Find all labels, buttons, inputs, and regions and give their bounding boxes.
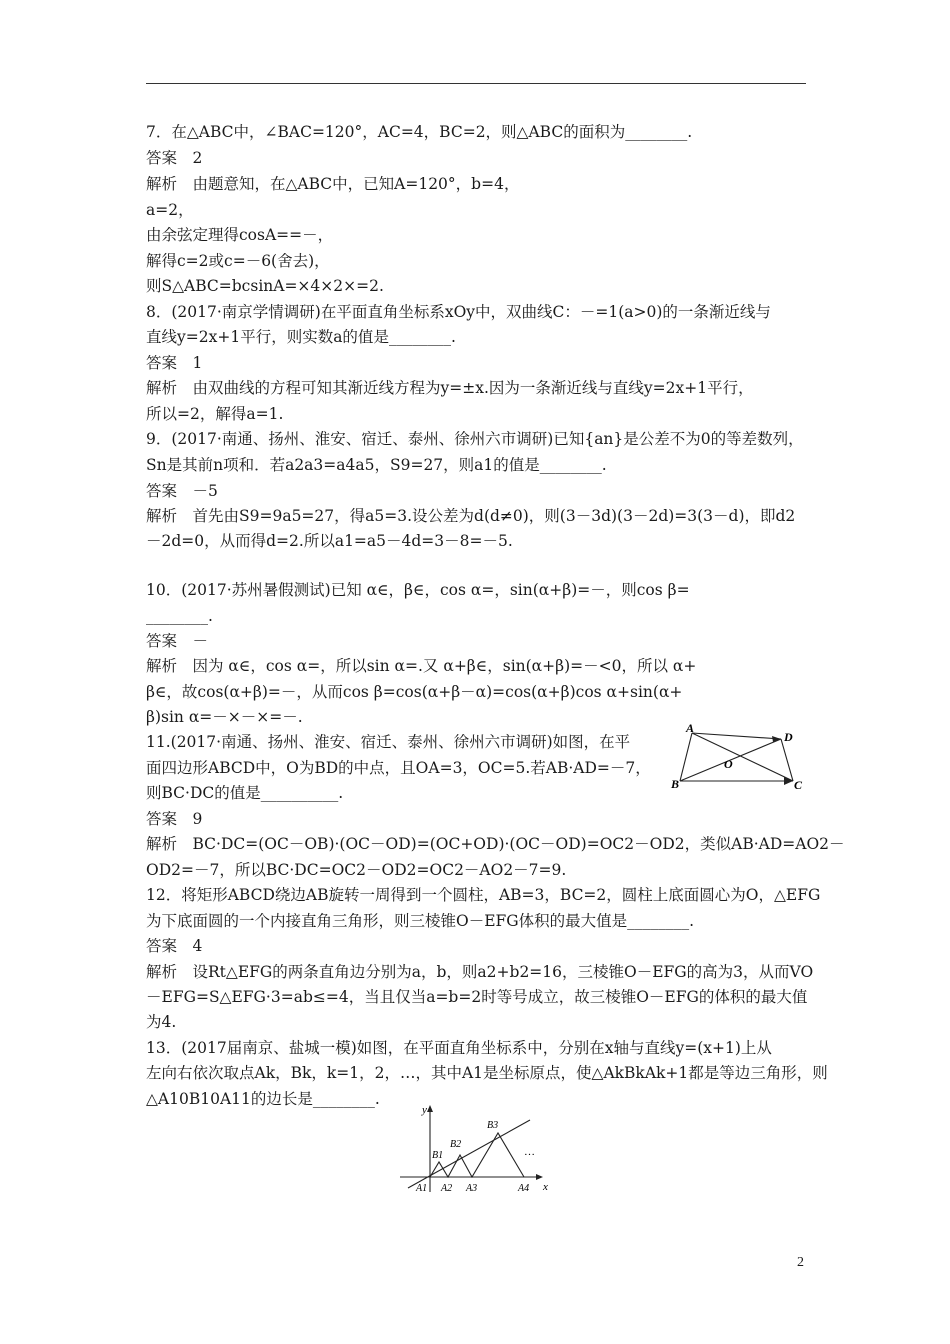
q7-answer: 答案 2 (146, 149, 203, 167)
label-B: B (671, 777, 680, 791)
q8-line2: 直线y=2x+1平行，则实数a的值是________. (146, 328, 456, 346)
label-A: A (686, 721, 695, 735)
q9-solution-line2: －2d=0，从而得d=2.所以a1=a5－4d=3－8=－5. (146, 532, 513, 550)
axis-y-label: y (422, 1104, 427, 1116)
label-B3: B3 (487, 1120, 499, 1131)
q8-solution-line1: 解析 由双曲线的方程可知其渐近线方程为y=±x.因为一条渐近线与直线y=2x+1平行， (146, 379, 754, 397)
label-A1: A1 (416, 1183, 428, 1194)
ellipsis: … (524, 1146, 535, 1158)
q11-line2: 面四边形ABCD中，O为BD的中点，且OA=3，OC=5.若AB·AD=－7， (146, 759, 651, 777)
q11-solution-line1: 解析 BC·DC=(OC－OB)·(OC－OD)=(OC+OD)·(OC－OD)=OC2－OD2，类似AB·AD=AO2－ (146, 835, 845, 853)
q12-solution-line2: －EFG=S△EFG·3=ab≤=4，当且仅当a=b=2时等号成立，故三棱锥O－EFG的体积的最大值 (146, 988, 808, 1006)
label-B1: B1 (432, 1150, 444, 1161)
q9-line1: 9．(2017·南通、扬州、淮安、宿迁、泰州、徐州六市调研)已知{an}是公差不为0的等差数列， (146, 430, 804, 448)
label-A2: A2 (441, 1183, 453, 1194)
q10-solution-line2: β∈，故cos(α+β)=－，从而cos β=cos(α+β－α)=cos(α+β)cos α+sin(α+ (146, 683, 683, 701)
q10-answer: 答案 － (146, 632, 209, 650)
page-number: 2 (797, 1255, 804, 1270)
q8-answer: 答案 1 (146, 354, 203, 372)
q13-line1: 13．(2017届南京、盐城一模)如图，在平面直角坐标系中，分别在x轴与直线y=(x+1)上从 (146, 1039, 772, 1057)
q11-solution-line2: OD2=－7，所以BC·DC=OC2－OD2=OC2－AO2－7=9. (146, 861, 567, 879)
label-A3: A3 (466, 1183, 478, 1194)
q10-line2: ________. (146, 607, 213, 625)
q12-line2: 为下底面圆的一个内接直角三角形，则三棱锥O－EFG体积的最大值是________. (146, 912, 695, 930)
label-O: O (724, 757, 733, 771)
q13-line2: 左向右依次取点Ak，Bk，k=1，2，…，其中A1是坐标原点，使△AkBkAk+1都是等边三角形，则 (146, 1064, 828, 1082)
q11-line3: 则BC·DC的值是__________. (146, 784, 344, 802)
q11-answer: 答案 9 (146, 810, 203, 828)
q10-solution-line3: β)sin α=－×－×=－. (146, 708, 303, 726)
q12-answer: 答案 4 (146, 937, 203, 955)
q12-line1: 12．将矩形ABCD绕边AB旋转一周得到一个圆柱，AB=3，BC=2，圆柱上底面圆心为O，△EFG (146, 886, 821, 904)
q7-solution-line4: 解得c=2或c=－6(舍去)， (146, 252, 330, 270)
q10-line1: 10．(2017·苏州暑假测试)已知 α∈，β∈，cos α=，sin(α+β)=－，则cos β= (146, 581, 690, 599)
q7-solution-line3: 由余弦定理得cosA==－， (146, 226, 334, 244)
q9-answer: 答案 －5 (146, 482, 218, 500)
q9-line2: Sn是其前n项和．若a2a3=a4a5，S9=27，则a1的值是________. (146, 456, 607, 474)
header-rule (146, 83, 806, 84)
q7-line1: 7．在△ABC中，∠BAC=120°，AC=4，BC=2，则△ABC的面积为________. (146, 123, 693, 141)
q9-solution-line1: 解析 首先由S9=9a5=27，得a5=3.设公差为d(d≠0)，则(3－3d)(3－2d)=3(3－d)，即d2 (146, 507, 796, 525)
q8-line1: 8．(2017·南京学情调研)在平面直角坐标系xOy中，双曲线C：－=1(a>0)的一条渐近线与 (146, 303, 771, 321)
q7-solution-line1: 解析 由题意知，在△ABC中，已知A=120°，b=4， (146, 175, 520, 193)
q10-solution-line1: 解析 因为 α∈，cos α=，所以sin α=.又 α+β∈，sin(α+β)=－<0，所以 α+ (146, 657, 697, 675)
q11-line1: 11.(2017·南通、扬州、淮安、宿迁、泰州、徐州六市调研)如图，在平 (146, 733, 631, 751)
triangles-figure (400, 1100, 560, 1196)
q12-solution-line1: 解析 设Rt△EFG的两条直角边分别为a，b，则a2+b2=16，三棱锥O－EFG的高为3，从而VO (146, 963, 814, 981)
q8-solution-line2: 所以=2，解得a=1. (146, 405, 284, 423)
label-A4: A4 (518, 1183, 530, 1194)
q7-solution-line5: 则S△ABC=bcsinA=×4×2×=2. (146, 277, 384, 295)
label-D: D (784, 730, 793, 744)
q12-solution-line3: 为4. (146, 1013, 177, 1031)
quadrilateral-figure (668, 720, 818, 800)
label-C: C (794, 778, 803, 792)
q13-line3: △A10B10A11的边长是________. (146, 1090, 380, 1108)
axis-x-label: x (543, 1181, 548, 1193)
q7-solution-line2: a=2， (146, 201, 194, 219)
label-B2: B2 (450, 1139, 462, 1150)
